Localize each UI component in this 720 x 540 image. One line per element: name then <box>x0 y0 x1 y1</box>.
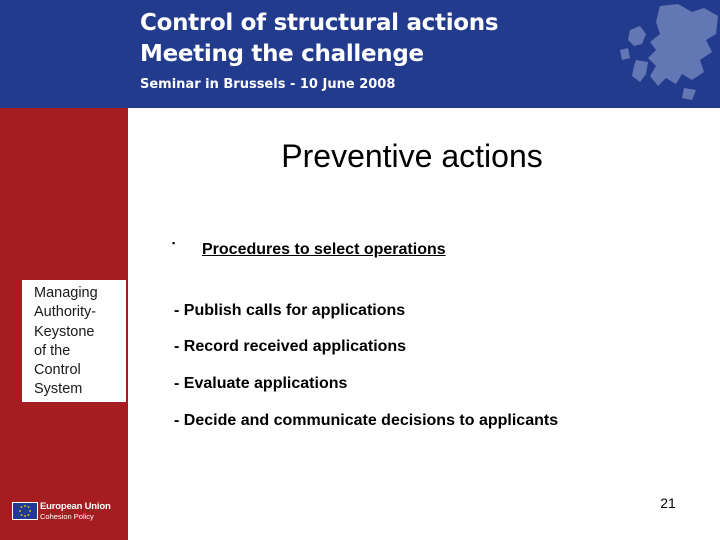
bullet-heading: Procedures to select operations <box>202 241 446 258</box>
logo-name: European Union <box>40 501 111 512</box>
header-subtitle: Seminar in Brussels - 10 June 2008 <box>140 77 396 92</box>
header-banner <box>0 0 720 108</box>
left-sidebar <box>0 108 128 540</box>
header-title: Control of structural actions <box>140 10 499 36</box>
eu-logo <box>12 499 116 523</box>
bullet-icon: ▪ <box>172 238 176 248</box>
list-item: - Record received applications <box>174 338 407 355</box>
header-title-line-2: Meeting the challenge <box>140 41 424 67</box>
eu-flag-icon <box>12 502 38 520</box>
slide-title: Preventive actions <box>281 138 543 174</box>
list-item: - Publish calls for applications <box>174 302 406 319</box>
europe-map-icon <box>600 0 720 108</box>
sidebar-caption: Managing Authority- Keystone of the Control System <box>34 285 98 398</box>
list-item: - Evaluate applications <box>174 375 348 392</box>
logo-subtitle: Cohesion Policy <box>40 512 94 521</box>
sidebar-text-panel <box>22 280 126 402</box>
page-number: 21 <box>660 495 676 511</box>
list-item: - Decide and communicate decisions to applicants <box>174 412 559 429</box>
